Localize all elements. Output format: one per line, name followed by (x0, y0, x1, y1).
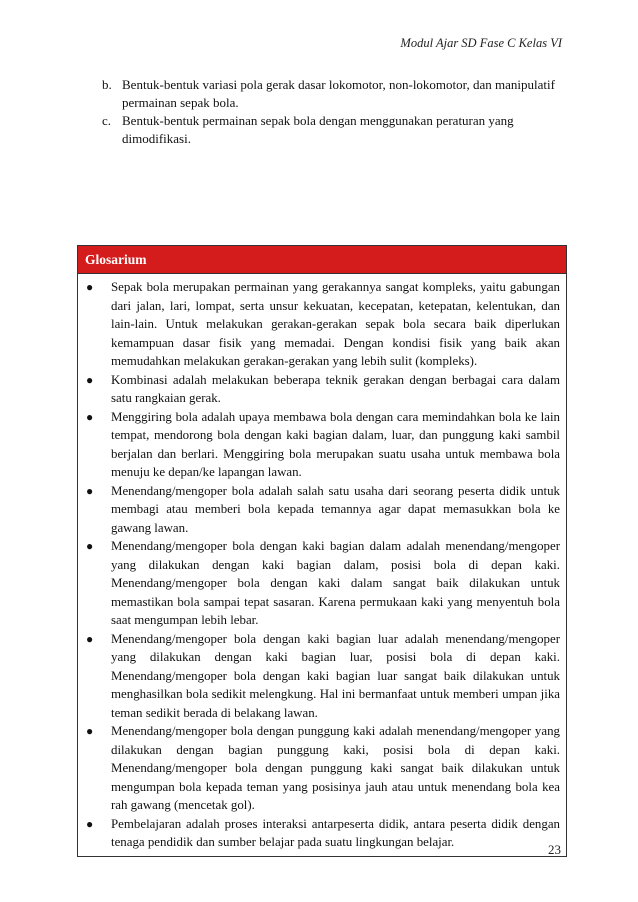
list-marker: b. (102, 77, 112, 92)
glossary-item-text: Menendang/mengoper bola dengan kaki bagian dalam adalah menendang/mengoper yang dilakukan dengan kaki bagian dalam, posisi bola di depan kaki. Menendang/mengoper bola dengan kaki dalam sangat baik dilakukan untuk memastikan bola sampai tepat sasaran. Karena permukaan kaki yang menyentuh bola saat mengumpan lebih lebar. (111, 539, 560, 627)
list-item-text: Bentuk-bentuk variasi pola gerak dasar lokomotor, non-lokomotor, dan manipulatif permainan sepak bola. (122, 77, 555, 110)
glossary-item-text: Menendang/mengoper bola adalah salah satu usaha dari seorang peserta didik untuk membagi atau memberi bola kepada temannya agar dapat memasukkan bola ke gawang lawan. (111, 483, 560, 535)
glossary-item-text: Menggiring bola adalah upaya membawa bola dengan cara memindahkan bola ke lain tempat, mendorong bola dengan kaki bagian dalam, luar, dan punggung kaki sambil berjalan dan berlari. Menggiring bola merupakan suatu usaha untuk membawa bola menuju ke depan/ke lapangan lawan. (111, 409, 560, 479)
list-marker: c. (102, 113, 112, 128)
bullet-icon: ● (86, 409, 94, 424)
glossary-box (77, 245, 567, 857)
list-item (102, 112, 572, 148)
bullet-icon: ● (86, 631, 94, 646)
glossary-item (86, 408, 560, 482)
glossary-item (86, 537, 560, 630)
glossary-item (86, 278, 560, 371)
glossary-item (86, 630, 560, 723)
bullet-icon: ● (86, 483, 94, 498)
glossary-list (78, 274, 566, 856)
glossary-item (86, 371, 560, 408)
glossary-item (86, 482, 560, 538)
glossary-item-text: Sepak bola merupakan permainan yang gerakannya sangat kompleks, yaitu gabungan dari jalan, lari, lompat, serta unsur kekuatan, kecepatan, ketepatan, kelentukan, dan lain-lain. Untuk melakukan gerakan-gerakan sepak bola secara baik diperlukan kemampuan dasar fisik yang memadai. Dengan kondisi fisik yang baik akan memudahkan melakukan gerakan-gerakan yang lebih sulit (kompleks). (111, 280, 560, 368)
bullet-icon: ● (86, 372, 94, 387)
list-item (102, 76, 572, 112)
glossary-item-text: Kombinasi adalah melakukan beberapa teknik gerakan dengan berbagai cara dalam satu rangkaian gerak. (111, 372, 560, 405)
bullet-icon: ● (86, 280, 94, 294)
glossary-item-text: Menendang/mengoper bola dengan kaki bagian luar adalah menendang/mengoper yang dilakukan dengan kaki bagian luar, posisi bola di depan kaki. Menendang/mengoper bola dengan kaki bagian luar sangat baik dilakukan untuk menghasilkan bola sedikit melengkung. Hal ini bermanfaat untuk memberi umpan jika teman sedikit berada di belakang lawan. (111, 631, 560, 720)
bullet-icon: ● (86, 816, 94, 831)
page-number: 23 (548, 842, 561, 857)
bullet-icon: ● (86, 539, 94, 553)
bullet-icon: ● (86, 724, 94, 738)
glossary-title: Glosarium (78, 246, 566, 274)
glossary-item-text: Menendang/mengoper bola dengan punggung kaki adalah menendang/mengoper yang dilakukan dengan bagian punggung kaki, posisi bola di depan kaki. Menendang/mengoper bola dengan punggung kaki sangat baik dilakukan untuk mengumpan bola kepada teman yang posisinya jauh atau untuk menendang bola kea rah gawang (mencetak gol). (111, 724, 560, 812)
glossary-item (86, 815, 560, 852)
glossary-item-text: Pembelajaran adalah proses interaksi antarpeserta didik, antara peserta didik dengan tenaga pendidik dan sumber belajar pada suatu lingkungan belajar. (111, 816, 560, 849)
list-item-text: Bentuk-bentuk permainan sepak bola dengan menggunakan peraturan yang dimodifikasi. (122, 113, 514, 146)
running-header: Modul Ajar SD Fase C Kelas VI (400, 36, 562, 50)
lettered-list (102, 76, 572, 148)
glossary-item (86, 722, 560, 815)
